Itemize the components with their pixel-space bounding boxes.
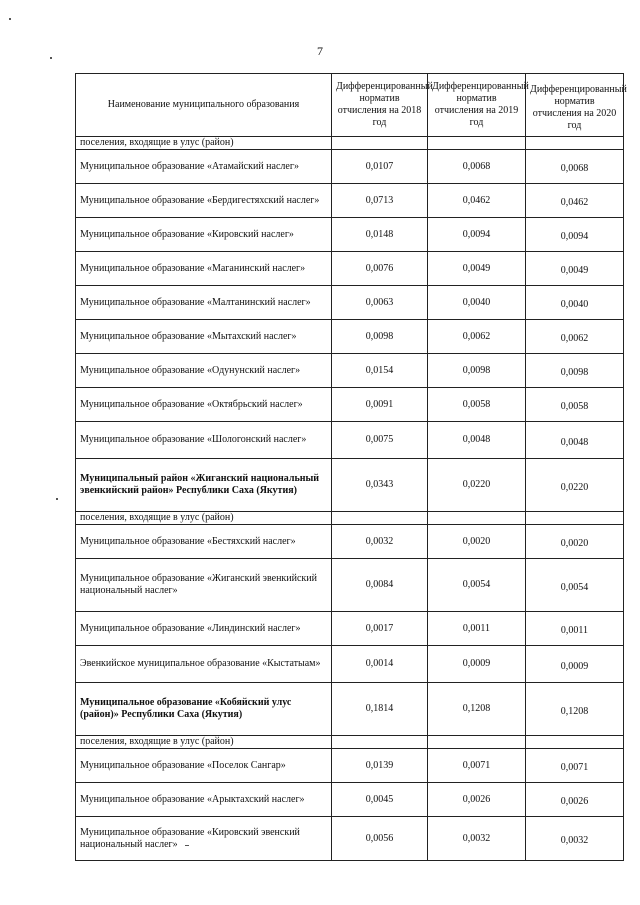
row-value-2020: 0,0009 [526,646,624,683]
row-value-2019: 0,0068 [428,150,526,184]
row-name: Муниципальное образование «Жиганский эвенкийский национальный наслег» [76,559,332,612]
table-row [76,184,624,218]
row-name: Муниципальное образование «Арыктахский наслег» [76,783,332,817]
row-value-2020: 0,0462 [526,184,624,218]
row-value-2018: 0,0148 [332,218,428,252]
row-name: Муниципальное образование «Одунунский наслег» [76,354,332,388]
row-value-2018: 0,0098 [332,320,428,354]
row-value-2018: 0,0084 [332,559,428,612]
table-row [76,736,624,749]
row-value-2018: 0,0014 [332,646,428,683]
row-value-2019: 0,0048 [428,422,526,459]
norms-table [75,73,627,861]
row-value-2019: 0,0094 [428,218,526,252]
row-name: Муниципальное образование «Кировский наслег» [76,218,332,252]
scan-mark [9,18,11,20]
row-value-2018: 0,1814 [332,683,428,736]
table-row [76,559,624,612]
table-row [76,286,624,320]
row-value-2019: 0,0098 [428,354,526,388]
table-row [76,388,624,422]
row-value-2019: 0,0220 [428,459,526,512]
row-value-2020: 0,0049 [526,252,624,286]
row-value-2018: 0,0056 [332,817,428,861]
table-row [76,749,624,783]
row-value-2020: 0,0094 [526,218,624,252]
row-value-2020: 0,0020 [526,525,624,559]
table-row [76,783,624,817]
table-row [76,137,624,150]
row-value-2020: 0,1208 [526,683,624,736]
table-row [76,252,624,286]
row-value-2019: 0,0032 [428,817,526,861]
table-row [76,150,624,184]
row-name: Муниципальное образование «Мытахский наслег» [76,320,332,354]
row-value-2020: 0,0040 [526,286,624,320]
table-row [76,612,624,646]
row-name: Муниципальное образование «Кобяйский улус (район)» Республики Саха (Якутия) [76,683,332,736]
table-row [76,459,624,512]
row-value-2020: 0,0054 [526,559,624,612]
table-row [76,354,624,388]
scan-mark [56,498,58,500]
row-value-2020: 0,0220 [526,459,624,512]
table-row [76,320,624,354]
row-name: Муниципальное образование «Шологонский наслег» [76,422,332,459]
row-name: Муниципальное образование «Маганинский наслег» [76,252,332,286]
row-value-2019: 0,0011 [428,612,526,646]
row-name: Муниципальное образование «Поселок Сангар» [76,749,332,783]
row-name: Муниципальный район «Жиганский национальный эвенкийский район» Республики Саха (Якутия) [76,459,332,512]
row-name: Муниципальное образование «Октябрьский наслег» [76,388,332,422]
row-value-2019: 0,0462 [428,184,526,218]
row-value-2020: 0,0011 [526,612,624,646]
page-number: 7 [317,44,323,58]
row-value-2020: 0,0068 [526,150,624,184]
table-row [76,525,624,559]
row-value-2018: 0,0343 [332,459,428,512]
row-value-2019: 0,0020 [428,525,526,559]
row-value-2020: 0,0098 [526,354,624,388]
row-name: поселения, входящие в улус (район) [76,512,332,525]
table-header-row [76,74,624,137]
row-value-2019: 0,0009 [428,646,526,683]
row-name: Эвенкийское муниципальное образование «Кыстатыам» [76,646,332,683]
row-name: поселения, входящие в улус (район) [76,137,332,150]
row-value-2018: 0,0076 [332,252,428,286]
header-name: Наименование муниципального образования [76,74,332,137]
row-value-2020: 0,0032 [526,817,624,861]
row-name: Муниципальное образование «Малтанинский наслег» [76,286,332,320]
row-value-2019: 0,0049 [428,252,526,286]
row-name: Муниципальное образование «Бестяхский наслег» [76,525,332,559]
row-value-2018: 0,0032 [332,525,428,559]
row-value-2019: 0,0026 [428,783,526,817]
table-row [76,218,624,252]
row-value-2018: 0,0091 [332,388,428,422]
row-value-2018: 0,0713 [332,184,428,218]
table-row [76,817,624,861]
row-value-2019: 0,0040 [428,286,526,320]
row-value-2020: 0,0058 [526,388,624,422]
row-value-2019: 0,0062 [428,320,526,354]
row-name: Муниципальное образование «Бердигестяхский наслег» [76,184,332,218]
row-value-2019: 0,0071 [428,749,526,783]
row-value-2018: 0,0063 [332,286,428,320]
row-value-2018: 0,0139 [332,749,428,783]
row-value-2019: 0,1208 [428,683,526,736]
row-value-2018: 0,0045 [332,783,428,817]
row-value-2020: 0,0048 [526,422,624,459]
row-name: Муниципальное образование «Атамайский наслег» [76,150,332,184]
row-name: Муниципальное образование «Линдинский наслег» [76,612,332,646]
row-name: поселения, входящие в улус (район) [76,736,332,749]
table-row [76,683,624,736]
table-row [76,512,624,525]
row-value-2019: 0,0058 [428,388,526,422]
row-value-2018: 0,0107 [332,150,428,184]
row-value-2018: 0,0017 [332,612,428,646]
row-value-2019: 0,0054 [428,559,526,612]
row-value-2018: 0,0154 [332,354,428,388]
header-2019: Дифференцированный норматив отчисления на 2019 год [428,74,526,137]
header-2018: Дифференцированный норматив отчисления на 2018 год [332,74,428,137]
row-value-2020: 0,0062 [526,320,624,354]
table-row [76,422,624,459]
row-value-2020: 0,0026 [526,783,624,817]
table-row [76,646,624,683]
row-value-2018: 0,0075 [332,422,428,459]
header-2020: Дифференцированный норматив отчисления на 2020 год [526,74,624,137]
row-name: Муниципальное образование «Кировский эвенский национальный наслег» [76,817,332,861]
row-value-2020: 0,0071 [526,749,624,783]
